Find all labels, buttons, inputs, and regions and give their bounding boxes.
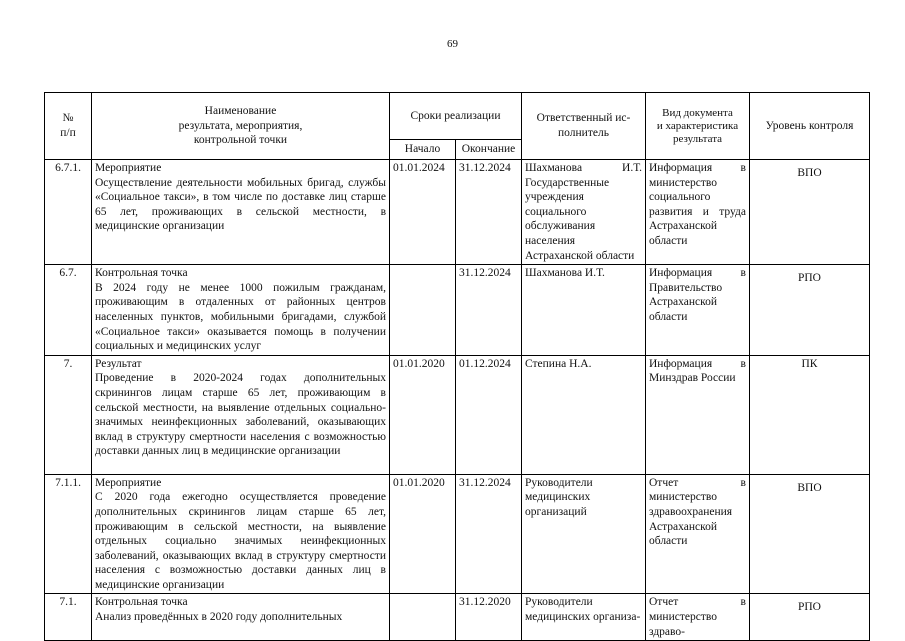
page-number: 69 — [447, 38, 458, 50]
row-document: Отчет в министерство здраво- — [646, 594, 750, 641]
row-description — [92, 355, 390, 474]
row-number: 6.7.1. — [45, 160, 92, 265]
row-responsible: Шахманова И.Т. Государственные учреждения социального обслуживания населения Астраханской области — [522, 160, 646, 265]
row-document: Отчет в министерство здравоохранения Астраханской области — [646, 474, 750, 594]
row-number: 7. — [45, 355, 92, 474]
row-text: С 2020 года ежегодно осуществляется проведение дополнительных скринингов лицам старше 65 лет, проживающим в сельской местности, на выявление отдельных социально значимых неинфекционных заболеваний, оказывающих вклад в структуру смертности населения с возможностью доставки данных лиц в медицинские организации — [95, 491, 386, 591]
row-responsible: Степина Н.А. — [522, 355, 646, 474]
table-row — [45, 160, 870, 265]
table-row — [45, 594, 870, 641]
row-title: Мероприятие — [95, 476, 162, 489]
row-text: Осуществление деятельности мобильных бригад, службы «Социальное такси», в том числе по доставке лиц старше 65 лет, проживающих в сельской местности, в медицинские организации — [95, 176, 386, 233]
table-row — [45, 474, 870, 594]
plan-table — [44, 92, 870, 641]
row-description — [92, 160, 390, 265]
row-document: Информация в Правительство Астраханской области — [646, 265, 750, 356]
row-start-date — [390, 265, 456, 356]
row-number: 7.1.1. — [45, 474, 92, 594]
row-end-date: 31.12.2024 — [456, 160, 522, 265]
row-start-date: 01.01.2024 — [390, 160, 456, 265]
row-control-level: ВПО — [750, 160, 870, 265]
header-num: № п/п — [45, 93, 92, 160]
row-title: Результат — [95, 357, 142, 370]
header-name: Наименование результата, мероприятия, контрольной точки — [92, 93, 390, 160]
row-number: 6.7. — [45, 265, 92, 356]
header-responsible: Ответственный ис- полнитель — [522, 93, 646, 160]
row-control-level: ПК — [750, 355, 870, 474]
row-description — [92, 265, 390, 356]
row-description — [92, 474, 390, 594]
row-title: Контрольная точка — [95, 267, 188, 280]
table-row — [45, 265, 870, 356]
row-control-level: ВПО — [750, 474, 870, 594]
row-responsible: Руководители медицинских организа- — [522, 594, 646, 641]
row-end-date: 31.12.2024 — [456, 474, 522, 594]
row-document: Информация в Минздрав России — [646, 355, 750, 474]
row-title: Контрольная точка — [95, 596, 188, 609]
row-responsible: Руководители медицинских организаций — [522, 474, 646, 594]
row-start-date: 01.01.2020 — [390, 355, 456, 474]
row-start-date: 01.01.2020 — [390, 474, 456, 594]
row-document: Информация в министерство социального развития и труда Астраханской области — [646, 160, 750, 265]
row-title: Мероприятие — [95, 162, 162, 174]
row-end-date: 31.12.2020 — [456, 594, 522, 641]
row-responsible: Шахманова И.Т. — [522, 265, 646, 356]
row-number: 7.1. — [45, 594, 92, 641]
row-start-date — [390, 594, 456, 641]
row-control-level: РПО — [750, 265, 870, 356]
header-start: Начало — [390, 140, 456, 160]
row-description — [92, 594, 390, 641]
header-dates: Сроки реализации — [390, 93, 522, 140]
row-control-level: РПО — [750, 594, 870, 641]
row-text: Проведение в 2020-2024 годах дополнительных скринингов лицам старше 65 лет, проживающим в сельской местности, на выявление отдельных социально-значимых неинфекционных заболеваний, оказывающих вклад в структуру смертности населения с возможностью доставки данных лиц в медицинские организации — [95, 372, 386, 458]
header-doc: Вид документа и характеристика результата — [646, 93, 750, 160]
row-text: В 2024 году не менее 1000 пожилым гражданам, проживающим в отдаленных от районных центров населенных пунктов, мобильными бригадами, службой «Социальное такси» оказывается помощь в получении социальных и медицинских услуг — [95, 281, 386, 353]
row-text: Анализ проведённых в 2020 году дополнительных — [95, 611, 343, 624]
table-row — [45, 355, 870, 474]
row-end-date: 31.12.2024 — [456, 265, 522, 356]
header-row — [45, 93, 870, 140]
row-end-date: 01.12.2024 — [456, 355, 522, 474]
header-end: Окончание — [456, 140, 522, 160]
header-control: Уровень контроля — [750, 93, 870, 160]
